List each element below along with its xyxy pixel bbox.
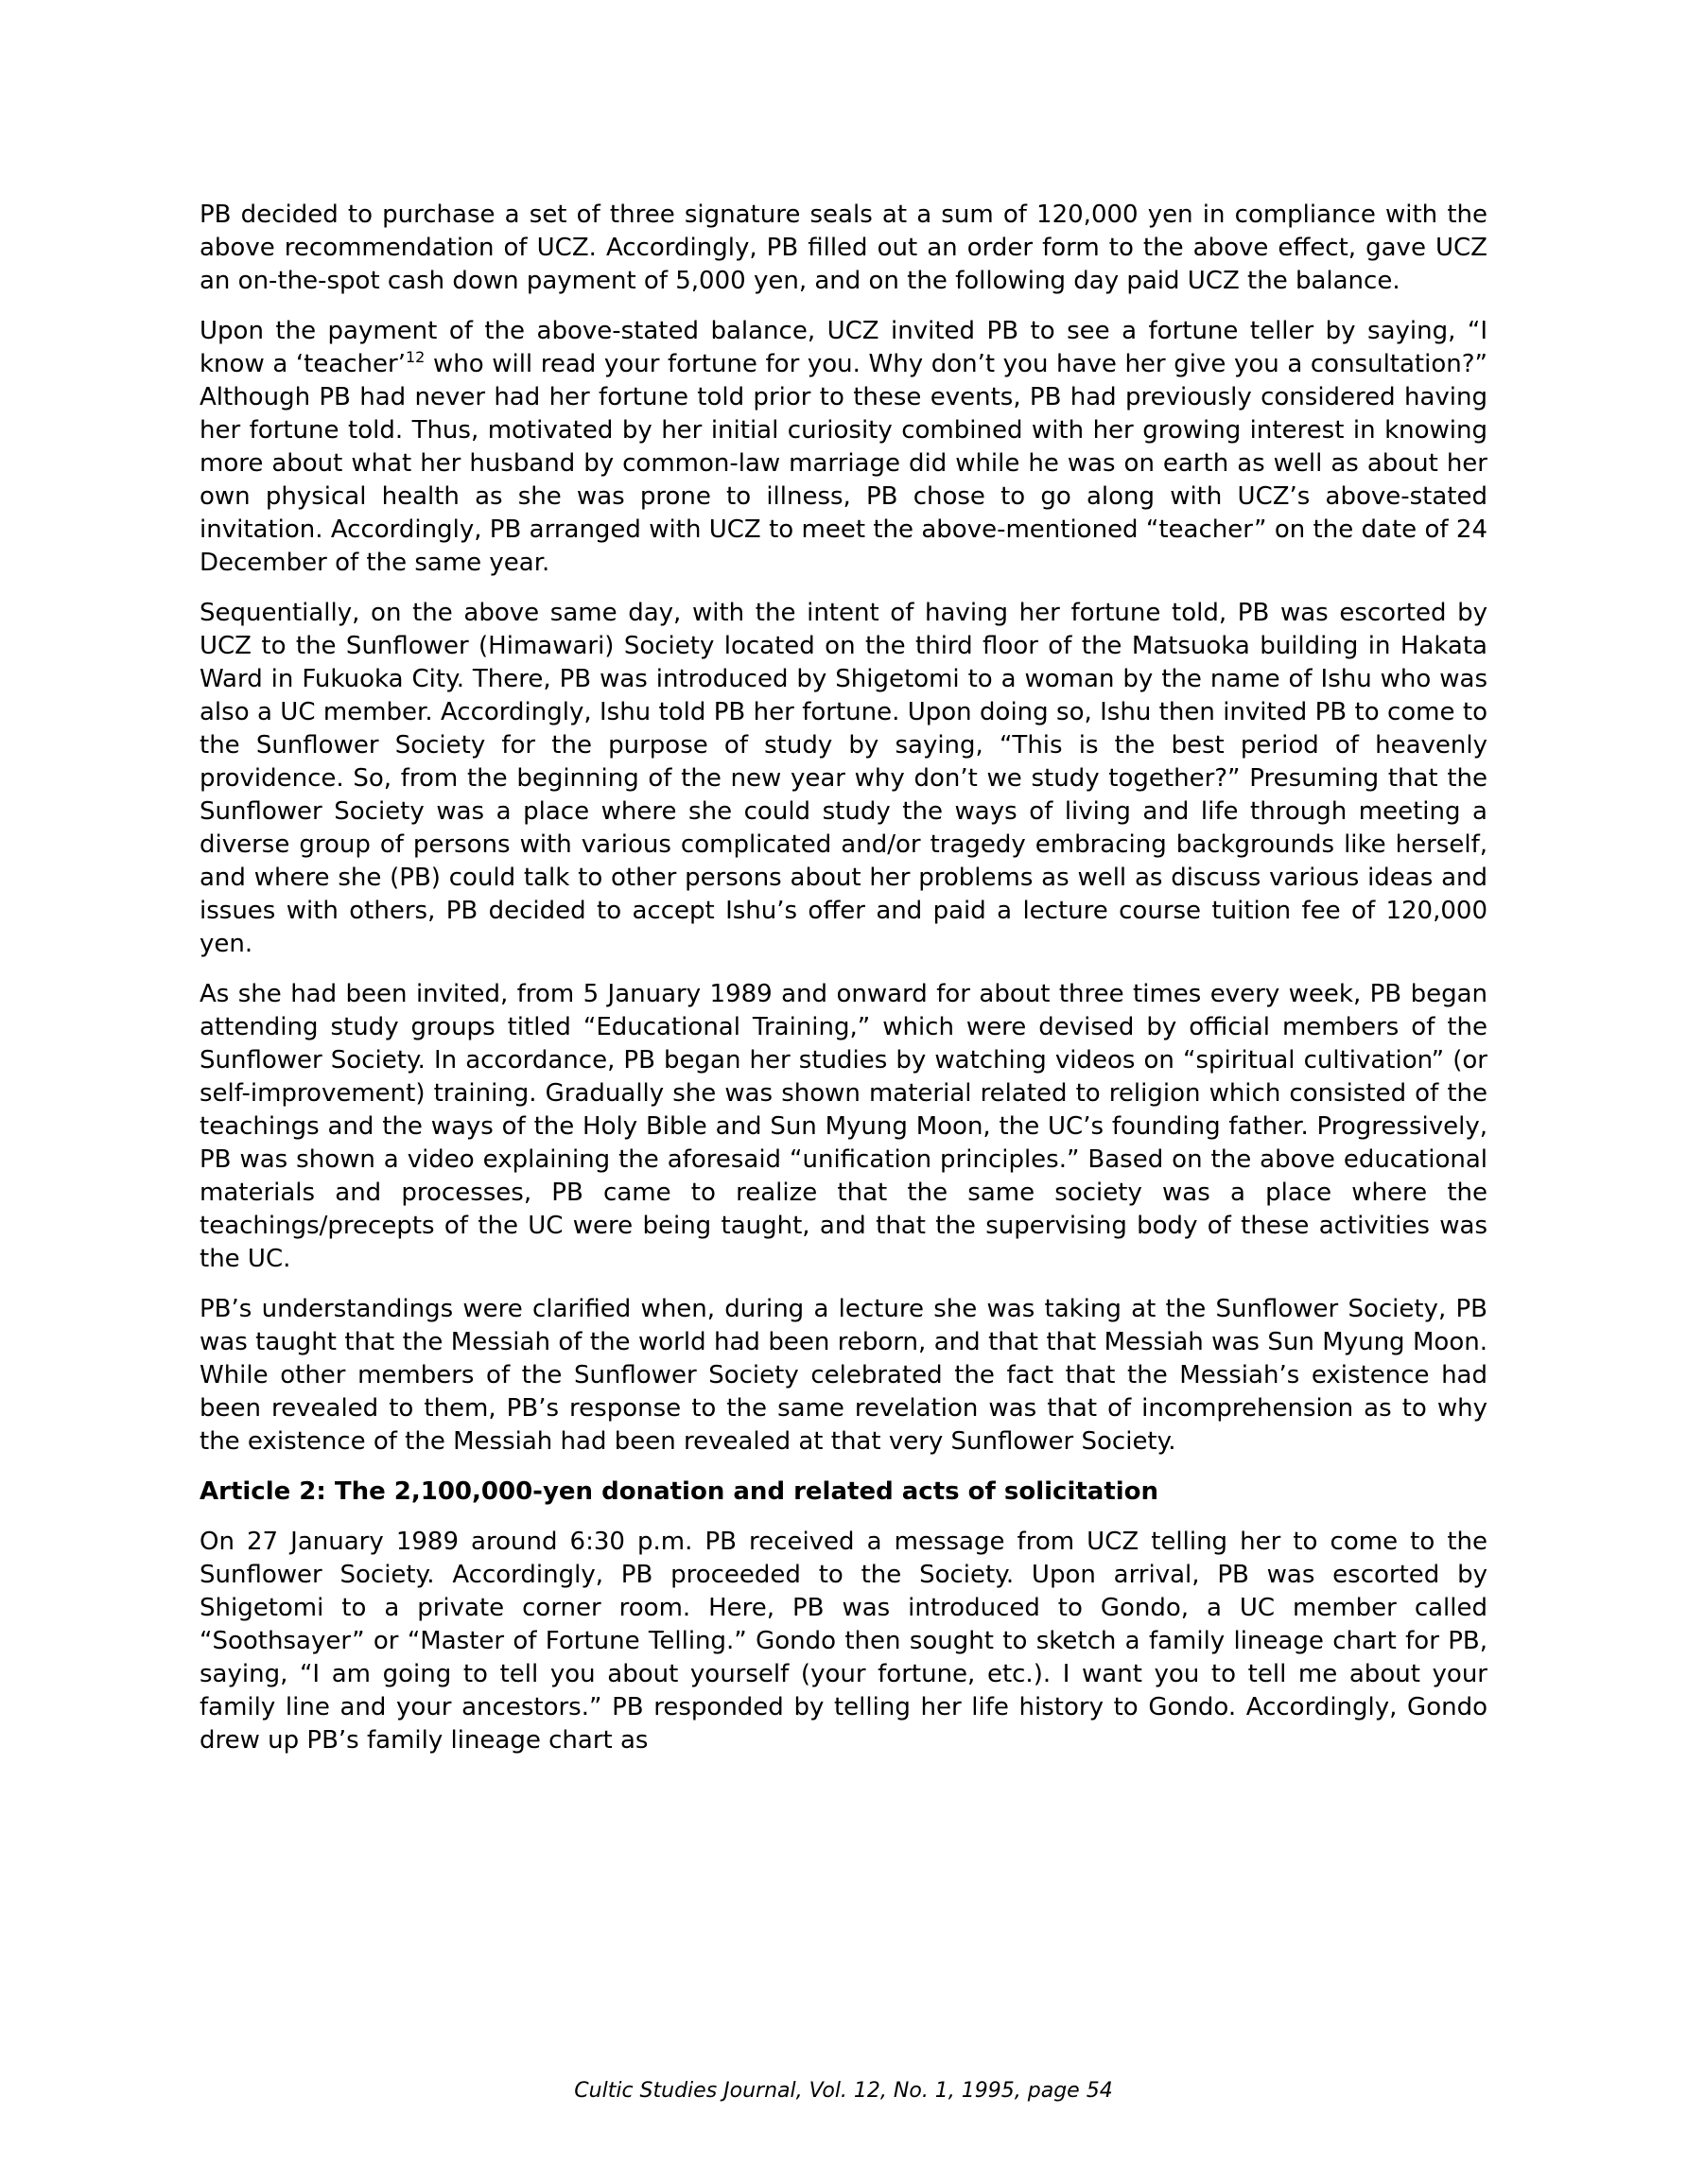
- paragraph-text-after-footnote: who will read your fortune for you. Why don’t you have her give you a consultation?” Although PB had never had her fortune told prior to these events, PB had previously considered having her fortune told. Thus, motivated by her initial curiosity combined with her growing interest in knowing more about what her husband by common-law marriage did while he was on earth as well as about her own physical health as she was prone to illness, PB chose to go along with UCZ’s above-stated invitation. Accordingly, PB arranged with UCZ to meet the above-mentioned “teacher” on the date of 24 December of the same year.: [200, 350, 1487, 577]
- paragraph-text-before-footnote: Upon the payment of the above-stated balance, UCZ invited PB to see a fortune teller by saying, “I know a ‘teacher’: [200, 317, 1487, 378]
- section-heading-article-2: Article 2: The 2,100,000-yen donation and related acts of solicitation: [200, 1477, 1159, 1506]
- paragraph-gondo-lineage-chart: On 27 January 1989 around 6:30 p.m. PB received a message from UCZ telling her to come to the Sunflower Society. Accordingly, PB proceeded to the Society. Upon arrival, PB was escorted by Shigetomi to a private corner room. Here, PB was introduced to Gondo, a UC member called “Soothsayer” or “Master of Fortune Telling.” Gondo then sought to sketch a family lineage chart for PB, saying, “I am going to tell you about yourself (your fortune, etc.). I want you to tell me about your family line and your ancestors.” PB responded by telling her life history to Gondo. Accordingly, Gondo drew up PB’s family lineage chart as: [200, 1528, 1487, 1755]
- footnote-reference: 12: [405, 348, 426, 366]
- page-footer-citation: Cultic Studies Journal, Vol. 12, No. 1, 1995, page 54: [574, 2079, 1113, 2103]
- paragraph-educational-training: As she had been invited, from 5 January 1989 and onward for about three times every week, PB began attending study groups titled “Educational Training,” which were devised by official members of the Sunflower Society. In accordance, PB began her studies by watching videos on “spiritual cultivation” (or self-improvement) training. Gradually she was shown material related to religion which consisted of the teachings and the ways of the Holy Bible and Sun Myung Moon, the UC’s founding father. Progressively, PB was shown a video explaining the aforesaid “unification principles.” Based on the above educational materials and processes, PB came to realize that the same society was a place where the teachings/precepts of the UC were being taught, and that the supervising body of these activities was the UC.: [200, 980, 1487, 1273]
- paragraph-sunflower-society-visit: Sequentially, on the above same day, with the intent of having her fortune told, PB was escorted by UCZ to the Sunflower (Himawari) Society located on the third floor of the Matsuoka building in Hakata Ward in Fukuoka City. There, PB was introduced by Shigetomi to a woman by the name of Ishu who was also a UC member. Accordingly, Ishu told PB her fortune. Upon doing so, Ishu then invited PB to come to the Sunflower Society for the purpose of study by saying, “This is the best period of heavenly providence. So, from the beginning of the new year why don’t we study together?” Presuming that the Sunflower Society was a place where she could study the ways of living and life through meeting a diverse group of persons with various complicated and/or tragedy embracing backgrounds like herself, and where she (PB) could talk to other persons about her problems as well as discuss various ideas and issues with others, PB decided to accept Ishu’s offer and paid a lecture course tuition fee of 120,000 yen.: [200, 599, 1487, 958]
- paragraph-fortune-teller-invitation: [200, 315, 1487, 580]
- paragraph-signature-seals-purchase: PB decided to purchase a set of three signature seals at a sum of 120,000 yen in compliance with the above recommendation of UCZ. Accordingly, PB filled out an order form to the above effect, gave UCZ an on-the-spot cash down payment of 5,000 yen, and on the following day paid UCZ the balance.: [200, 201, 1487, 295]
- document-body: [200, 199, 1487, 1774]
- paragraph-messiah-revelation: PB’s understandings were clarified when, during a lecture she was taking at the Sunflower Society, PB was taught that the Messiah of the world had been reborn, and that that Messiah was Sun Myung Moon. While other members of the Sunflower Society celebrated the fact that the Messiah’s existence had been revealed to them, PB’s response to the same revelation was that of incomprehension as to why the existence of the Messiah had been revealed at that very Sunflower Society.: [200, 1295, 1487, 1456]
